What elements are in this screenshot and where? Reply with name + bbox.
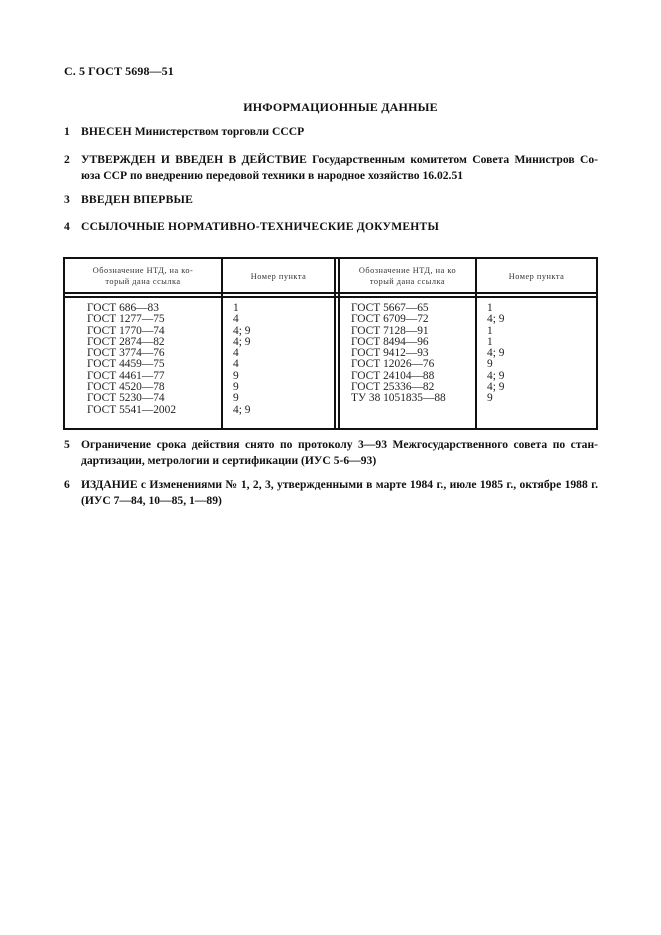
table-cell-item: 4; 9 (233, 403, 251, 416)
item-number: 6 (64, 478, 70, 491)
table-cell-doc: ГОСТ 4520—78 (87, 381, 165, 394)
info-item-3 (64, 192, 598, 208)
table-cell-item: 9 (233, 381, 239, 394)
item-keyword: ССЫЛОЧНЫЕ НОРМАТИВНО-ТЕХНИЧЕСКИЕ ДОКУМЕНТЫ (81, 220, 440, 233)
item-keyword: ВВЕДЕН ВПЕРВЫЕ (81, 193, 194, 206)
column-header-doc-left: Обозначение НТД, на ко- торый дана ссылка (92, 266, 194, 286)
table-cell-item: 4; 9 (487, 347, 505, 360)
table-cell-doc: ГОСТ 5230—74 (87, 392, 165, 405)
item-line-2: дартизации, метрологии и сертификации (ИУС 5-6—93) (81, 454, 377, 467)
right-item-column (487, 303, 504, 405)
table-cell-item: 4; 9 (487, 381, 505, 394)
info-item-1 (64, 124, 598, 140)
left-item-column (233, 303, 250, 416)
table-cell-item: 1 (487, 302, 493, 314)
page-header: С. 5 ГОСТ 5698—51 (64, 64, 174, 78)
item-line-1: УТВЕРЖДЕН И ВВЕДЕН В ДЕЙСТВИЕ Государственным комитетом Совета Министров Со- (81, 153, 598, 166)
table-cell-doc: ГОСТ 5667—65 (351, 302, 429, 314)
table-cell-item: 4 (233, 347, 239, 360)
table-cell-item: 9 (233, 369, 239, 382)
column-divider (334, 259, 336, 428)
table-cell-doc: ТУ 38 1051835—88 (351, 392, 446, 405)
column-header-item-right: Номер пункта (508, 271, 565, 281)
table-cell-doc: ГОСТ 24104—88 (351, 369, 435, 382)
table-cell-doc: ГОСТ 2874—82 (87, 335, 165, 348)
table-cell-item: 4; 9 (487, 313, 505, 326)
table-cell-doc: ГОСТ 5541—2002 (87, 403, 177, 416)
table-cell-doc: ГОСТ 12026—76 (351, 358, 435, 371)
references-table (63, 257, 598, 430)
header-divider (65, 296, 596, 298)
item-keyword: ВНЕСЕН (81, 125, 132, 138)
page-title: ИНФОРМАЦИОННЫЕ ДАННЫЕ (243, 100, 438, 114)
column-header-item-left: Номер пункта (250, 271, 307, 281)
table-cell-doc: ГОСТ 25336—82 (351, 381, 435, 394)
info-item-5 (64, 437, 598, 469)
item-text: Министерством торговли СССР (131, 125, 305, 138)
info-item-6 (64, 477, 598, 509)
table-cell-item: 4; 9 (233, 335, 251, 348)
table-cell-item: 1 (487, 335, 493, 348)
item-number: 3 (64, 193, 70, 206)
table-cell-item: 4; 9 (487, 369, 505, 382)
item-line-2: юза ССР по внедрению передовой техники в народное хозяйство 16.02.51 (81, 169, 464, 182)
item-line-2: (ИУС 7—84, 10—85, 1—89) (81, 494, 222, 507)
item-number: 5 (64, 438, 70, 451)
table-cell-doc: ГОСТ 1770—74 (87, 324, 165, 337)
table-cell-doc: ГОСТ 6709—72 (351, 313, 429, 326)
table-cell-doc: ГОСТ 8494—96 (351, 335, 429, 348)
table-cell-item: 4 (233, 313, 239, 326)
table-cell-item: 4 (233, 358, 239, 371)
table-cell-item: 9 (487, 392, 493, 405)
right-doc-column (351, 303, 446, 405)
table-cell-item: 9 (487, 358, 493, 371)
info-item-2 (64, 152, 598, 184)
left-doc-column (87, 303, 176, 416)
table-cell-item: 4; 9 (233, 324, 251, 337)
table-cell-item: 1 (487, 324, 493, 337)
item-number: 1 (64, 125, 70, 138)
table-cell-doc: ГОСТ 1277—75 (87, 313, 165, 326)
table-cell-doc: ГОСТ 4459—75 (87, 358, 165, 371)
table-cell-item: 1 (233, 302, 239, 314)
table-cell-doc: ГОСТ 4461—77 (87, 369, 165, 382)
item-line-1: ИЗДАНИЕ с Изменениями № 1, 2, 3, утвержденными в марте 1984 г., июле 1985 г., октябре 1988 г. (81, 478, 598, 491)
item-number: 2 (64, 153, 70, 166)
table-cell-doc: ГОСТ 7128—91 (351, 324, 429, 337)
item-line-1: Ограничение срока действия снято по протоколу 3—93 Межгосударственного совета по стан- (81, 438, 598, 451)
table-cell-doc: ГОСТ 3774—76 (87, 347, 165, 360)
info-item-4 (64, 219, 598, 235)
column-header-doc-right: Обозначение НТД, на ко торый дана ссылка (358, 266, 457, 286)
table-cell-item: 9 (233, 392, 239, 405)
item-number: 4 (64, 220, 70, 233)
table-cell-doc: ГОСТ 9412—93 (351, 347, 429, 360)
table-cell-doc: ГОСТ 686—83 (87, 302, 159, 314)
